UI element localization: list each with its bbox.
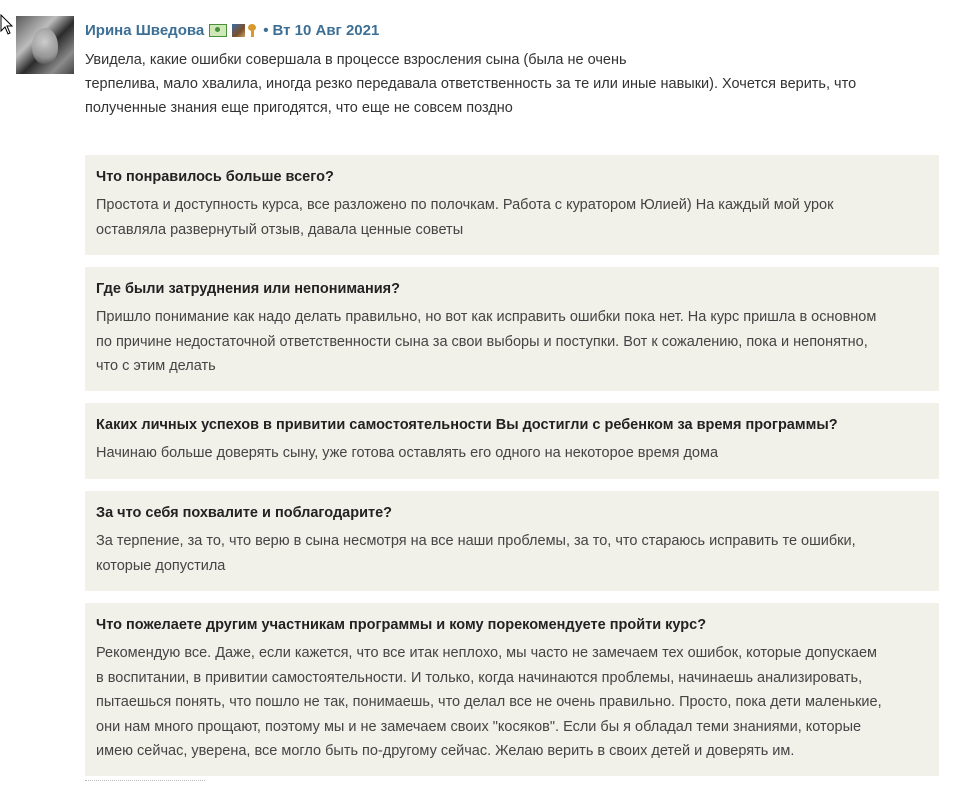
answer-line: имею сейчас, уверена, все могло быть по-другому сейчас. Желаю верить в своих детей и доверять им. [96,743,795,759]
author-name[interactable]: Ирина Шведова [85,21,205,39]
cut-off-footer-text [85,780,205,784]
answer-line: За терпение, за то, что верю в сына несмотря на все наши проблемы, за то, что стараюсь исправить те ошибки, [96,533,856,549]
intro-line: полученные знания еще пригодятся, что еще не совсем поздно [85,100,513,116]
qa-block [85,603,939,776]
key-badge-icon [247,24,257,37]
avatar[interactable] [16,16,74,74]
answer-line: по причине недостаточной ответственности сына за свои выборы и поступки. Вот к сожалению, пока и непонятно, [96,333,868,350]
qa-block [85,155,939,255]
qa-question: Что понравилось больше всего? [96,169,334,185]
qa-answer [96,641,928,764]
intro-line: Увидела, какие ошибки совершала в процессе взросления сына (была не очень [85,52,627,68]
qa-question: Что пожелаете другим участникам программы и кому порекомендуете пройти курс? [96,617,707,633]
answer-line: Рекомендую все. Даже, если кажется, что все итак неплохо, мы часто не замечаем тех ошибок, которые допускаем [96,645,877,661]
answer-line: оставляла развернутый отзыв, давала ценные советы [96,221,464,238]
qa-block [85,267,939,391]
qa-answer [96,441,928,466]
money-badge-icon [209,24,227,37]
qa-question: За что себя похвалите и поблагодарите? [96,505,393,521]
comment-intro [85,48,915,120]
header-separator: • [263,21,269,39]
answer-line: пытаешься понять, что пошло не так, понимаешь, что делал все не очень правильно. Просто, пока дети маленькие, [96,694,882,710]
answer-line: в воспитании, в привитии самостоятельности. И только, когда начинаются проблемы, начинаешь анализировать, [96,669,863,686]
picture-badge-icon [232,24,245,37]
comment-header [85,19,379,41]
qa-answer [96,193,928,242]
answer-line: которые допустила [96,557,226,574]
comment-date[interactable]: Вт 10 Авг 2021 [272,21,380,39]
qa-answer [96,305,928,379]
qa-block [85,403,939,479]
avatar-face [32,28,58,64]
mouse-cursor-icon [0,14,14,36]
answer-line: Начинаю больше доверять сыну, уже готова оставлять его одного на некоторое время дома [96,445,719,461]
answer-line: что с этим делать [96,358,216,374]
intro-line: терпелива, мало хвалила, иногда резко передавала ответственность за те или иные навыки). Хочется верить, что [85,76,857,92]
qa-answer [96,529,928,578]
qa-question: Каких личных успехов в привитии самостоятельности Вы достигли с ребенком за время программы? [96,417,838,433]
qa-block [85,491,939,591]
answer-line: Пришло понимание как надо делать правильно, но вот как исправить ошибки пока нет. На курс пришла в основном [96,309,877,325]
answer-line: Простота и доступность курса, все разложено по полочкам. Работа с куратором Юлией) На каждый мой урок [96,197,834,213]
answer-line: они нам много прощают, поэтому мы и не замечаем своих "косяков". Если бы я обладал теми знаниями, которые [96,718,862,735]
qa-question: Где были затруднения или непонимания? [96,281,400,297]
